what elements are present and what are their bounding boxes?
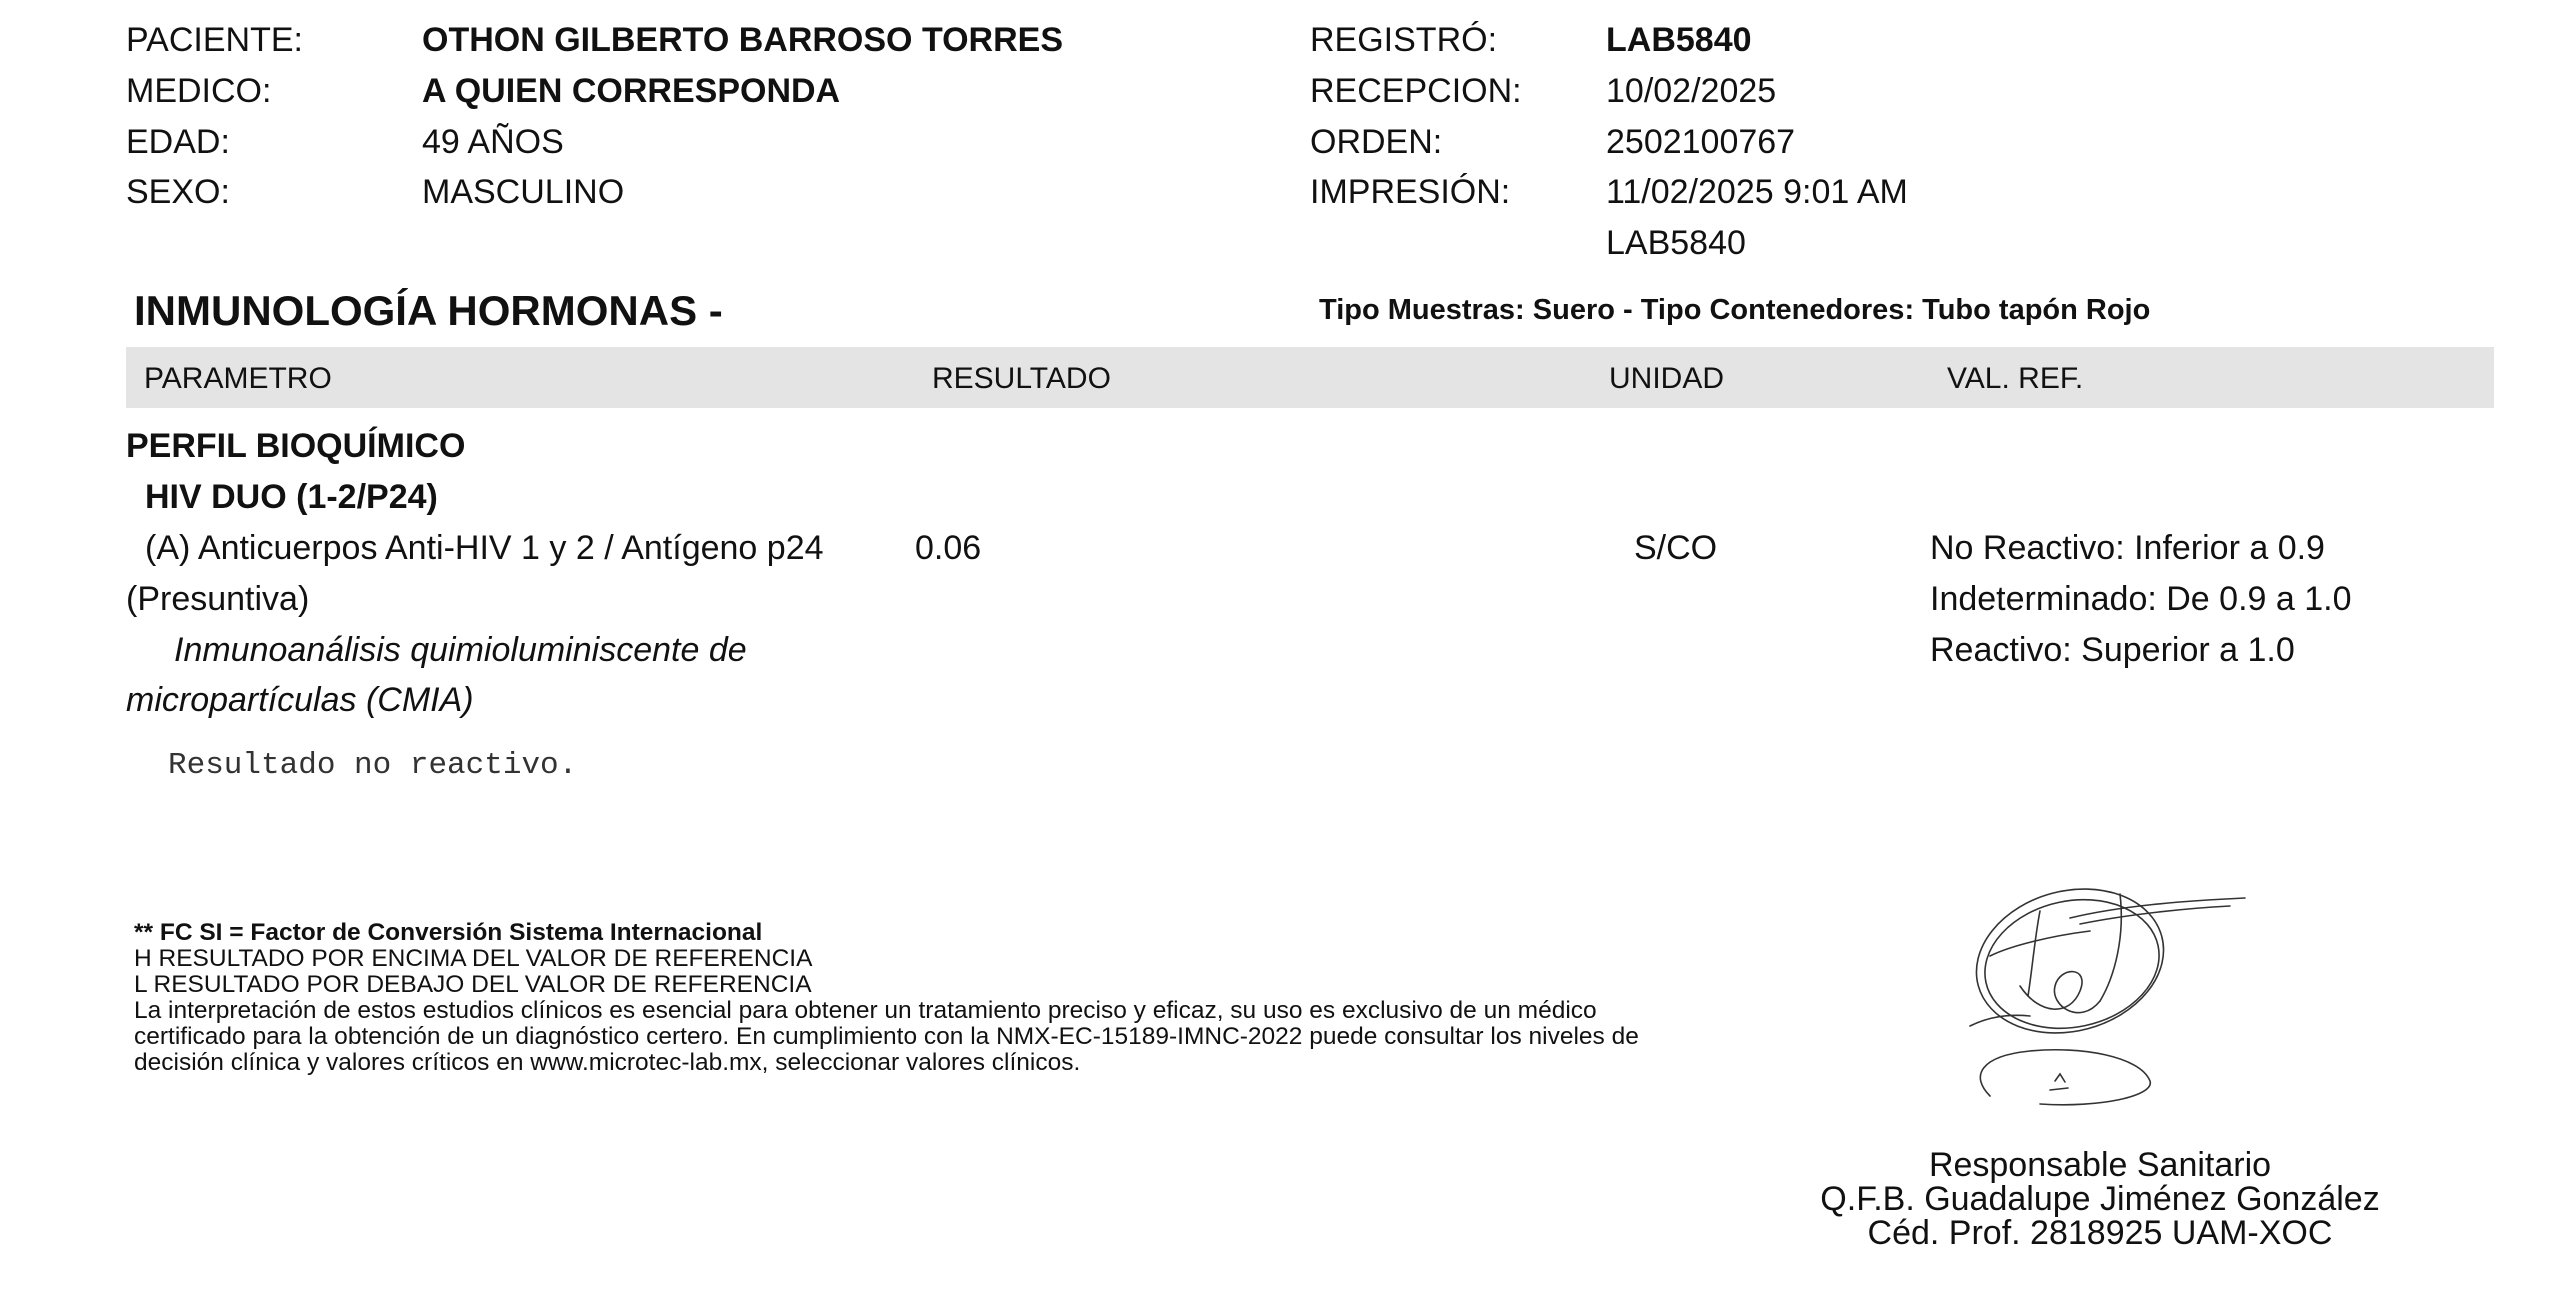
footer-note: ** FC SI = Factor de Conversión Sistema Internacional — [134, 919, 763, 946]
section-title: INMUNOLOGÍA HORMONAS - — [134, 287, 723, 334]
table-header — [126, 347, 2494, 408]
result-comment: Resultado no reactivo. — [168, 748, 578, 783]
method-line: Inmunoanálisis quimioluminiscente de — [174, 631, 747, 669]
footer-note: decisión clínica y valores críticos en www.microtec-lab.mx, seleccionar valores clínicos. — [134, 1049, 1081, 1076]
registered-value: LAB5840 — [1606, 21, 1752, 59]
signature-block — [1780, 1148, 2420, 1250]
parameter-name: (A) Anticuerpos Anti-HIV 1 y 2 / Antígeno p24 — [145, 529, 824, 567]
reference-line: Reactivo: Superior a 1.0 — [1930, 631, 2295, 669]
sample-info: Tipo Muestras: Suero - Tipo Contenedores: Tubo tapón Rojo — [1319, 294, 2151, 326]
header-result: RESULTADO — [932, 362, 1111, 395]
patient-name: OTHON GILBERTO BARROSO TORRES — [422, 21, 1064, 59]
printed-datetime: 11/02/2025 9:01 AM — [1606, 173, 1908, 211]
footer-notes — [134, 920, 1639, 1076]
signature-image — [1950, 876, 2250, 1116]
profile-title: PERFIL BIOQUÍMICO — [126, 427, 466, 465]
printed-by: LAB5840 — [1606, 224, 1746, 262]
sex-label: SEXO: — [126, 173, 230, 211]
test-title: HIV DUO (1-2/P24) — [145, 478, 438, 516]
doctor-name: A QUIEN CORRESPONDA — [422, 72, 841, 110]
age-label: EDAD: — [126, 123, 230, 161]
footer-note: La interpretación de estos estudios clínicos es esencial para obtener un tratamiento preciso y eficaz, su uso es exclusivo de un médico — [134, 997, 1597, 1024]
parameter-note: (Presuntiva) — [126, 580, 310, 618]
signatory-name: Q.F.B. Guadalupe Jiménez González — [1820, 1180, 2380, 1218]
patient-label: PACIENTE: — [126, 21, 303, 59]
reception-label: RECEPCION: — [1310, 72, 1522, 110]
footer-note: H RESULTADO POR ENCIMA DEL VALOR DE REFERENCIA — [134, 945, 813, 972]
footer-note: certificado para la obtención de un diagnóstico certero. En cumplimiento con la NMX-EC-15189-IMNC-2022 puede consultar los niveles de — [134, 1023, 1639, 1050]
signatory-title: Responsable Sanitario — [1928, 1146, 2272, 1184]
signatory-license: Céd. Prof. 2818925 UAM-XOC — [1867, 1214, 2333, 1252]
result-unit: S/CO — [1634, 529, 1718, 567]
header-reference: VAL. REF. — [1947, 362, 2084, 395]
reference-line: No Reactivo: Inferior a 0.9 — [1930, 529, 2325, 567]
header-parameter: PARAMETRO — [144, 362, 332, 395]
method-line: micropartículas (CMIA) — [126, 681, 474, 719]
sex-value: MASCULINO — [422, 173, 625, 211]
reception-date: 10/02/2025 — [1606, 72, 1777, 110]
registered-label: REGISTRÓ: — [1310, 21, 1498, 59]
order-number: 2502100767 — [1606, 123, 1796, 161]
age-value: 49 AÑOS — [422, 123, 564, 161]
footer-note: L RESULTADO POR DEBAJO DEL VALOR DE REFERENCIA — [134, 971, 812, 998]
header-unit: UNIDAD — [1609, 362, 1725, 395]
order-label: ORDEN: — [1310, 123, 1443, 161]
printed-label: IMPRESIÓN: — [1310, 173, 1511, 211]
result-value: 0.06 — [915, 529, 982, 567]
doctor-label: MEDICO: — [126, 72, 272, 110]
reference-line: Indeterminado: De 0.9 a 1.0 — [1930, 580, 2352, 618]
